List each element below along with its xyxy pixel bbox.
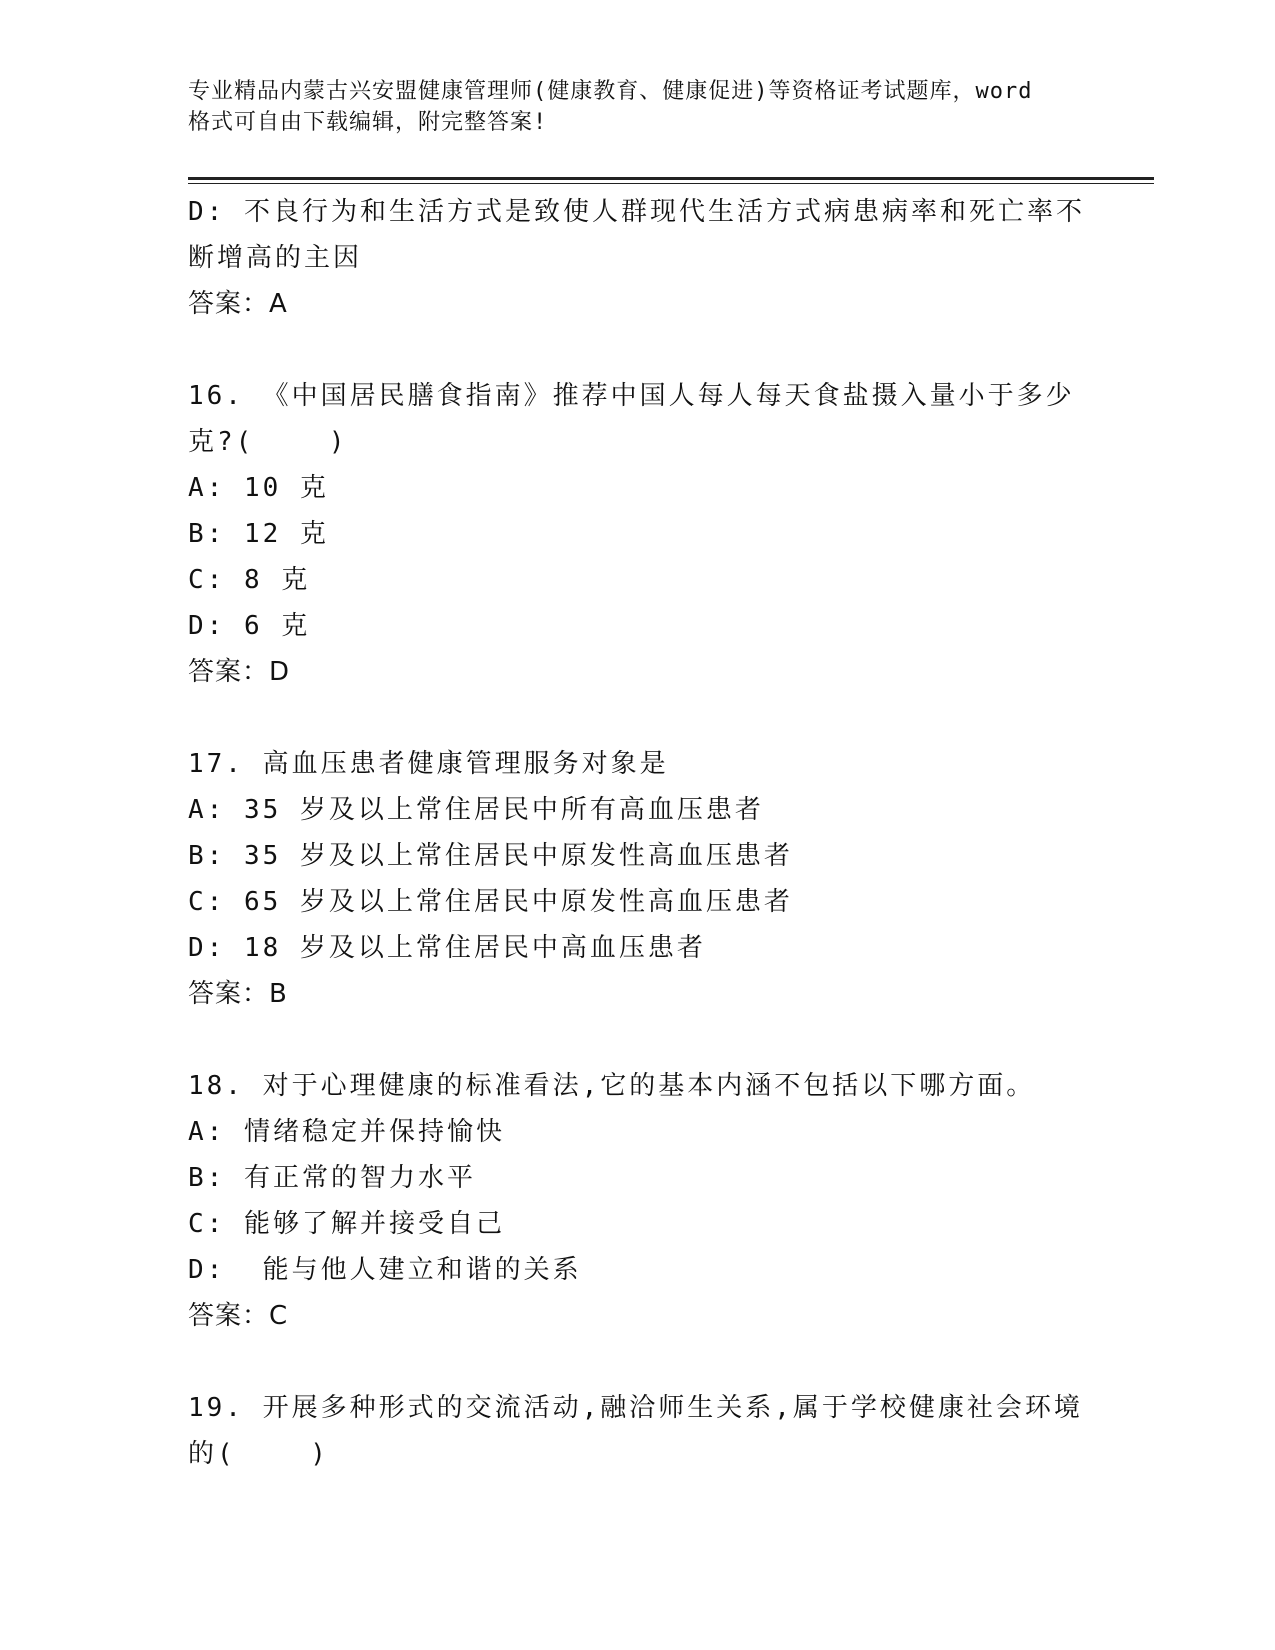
option-a: A: 情绪稳定并保持愉快 xyxy=(188,1117,505,1147)
header-divider-thin xyxy=(188,183,1154,184)
question-stem: 17. 高血压患者健康管理服务对象是 xyxy=(188,749,669,779)
spacer xyxy=(188,327,1088,373)
answer: 答案：C xyxy=(188,1301,289,1331)
question-16 xyxy=(188,373,1088,695)
question-15 xyxy=(188,189,1088,327)
answer: 答案：A xyxy=(188,289,288,319)
option-d: D: 能与他人建立和谐的关系 xyxy=(188,1255,582,1285)
option-d: D: 18 岁及以上常住居民中高血压患者 xyxy=(188,933,706,963)
option-a: A: 10 克 xyxy=(188,473,329,503)
option-b: B: 35 岁及以上常住居民中原发性高血压患者 xyxy=(188,841,793,871)
header-line-2: 格式可自由下载编辑，附完整答案! xyxy=(188,110,548,135)
spacer xyxy=(188,695,1088,741)
question-17 xyxy=(188,741,1088,1017)
question-stem-continued: 的( ) xyxy=(188,1439,329,1469)
option-d: D: 6 克 xyxy=(188,611,311,641)
question-stem: 16. 《中国居民膳食指南》推荐中国人每人每天食盐摄入量小于多少 xyxy=(188,381,1075,411)
document-header xyxy=(188,76,1088,138)
answer: 答案：B xyxy=(188,979,288,1009)
spacer xyxy=(188,1017,1088,1063)
option-d-continued: 断增高的主因 xyxy=(188,243,363,273)
header-line-1: 专业精品内蒙古兴安盟健康管理师(健康教育、健康促进)等资格证考试题库，word xyxy=(188,79,1033,104)
option-b: B: 12 克 xyxy=(188,519,329,549)
question-stem: 19. 开展多种形式的交流活动,融洽师生关系,属于学校健康社会环境 xyxy=(188,1393,1083,1423)
question-19 xyxy=(188,1385,1088,1477)
question-18 xyxy=(188,1063,1088,1339)
question-stem: 18. 对于心理健康的标准看法,它的基本内涵不包括以下哪方面。 xyxy=(188,1071,1036,1101)
answer: 答案：D xyxy=(188,657,291,687)
option-a: A: 35 岁及以上常住居民中所有高血压患者 xyxy=(188,795,764,825)
header-divider-thick xyxy=(188,177,1154,180)
option-c: C: 8 克 xyxy=(188,565,311,595)
spacer xyxy=(188,1339,1088,1385)
option-d: D: 不良行为和生活方式是致使人群现代生活方式病患病率和死亡率不 xyxy=(188,197,1085,227)
question-stem-continued: 克?( ) xyxy=(188,427,348,457)
option-c: C: 能够了解并接受自己 xyxy=(188,1209,505,1239)
question-list xyxy=(188,189,1088,1477)
option-c: C: 65 岁及以上常住居民中原发性高血压患者 xyxy=(188,887,793,917)
option-b: B: 有正常的智力水平 xyxy=(188,1163,476,1193)
